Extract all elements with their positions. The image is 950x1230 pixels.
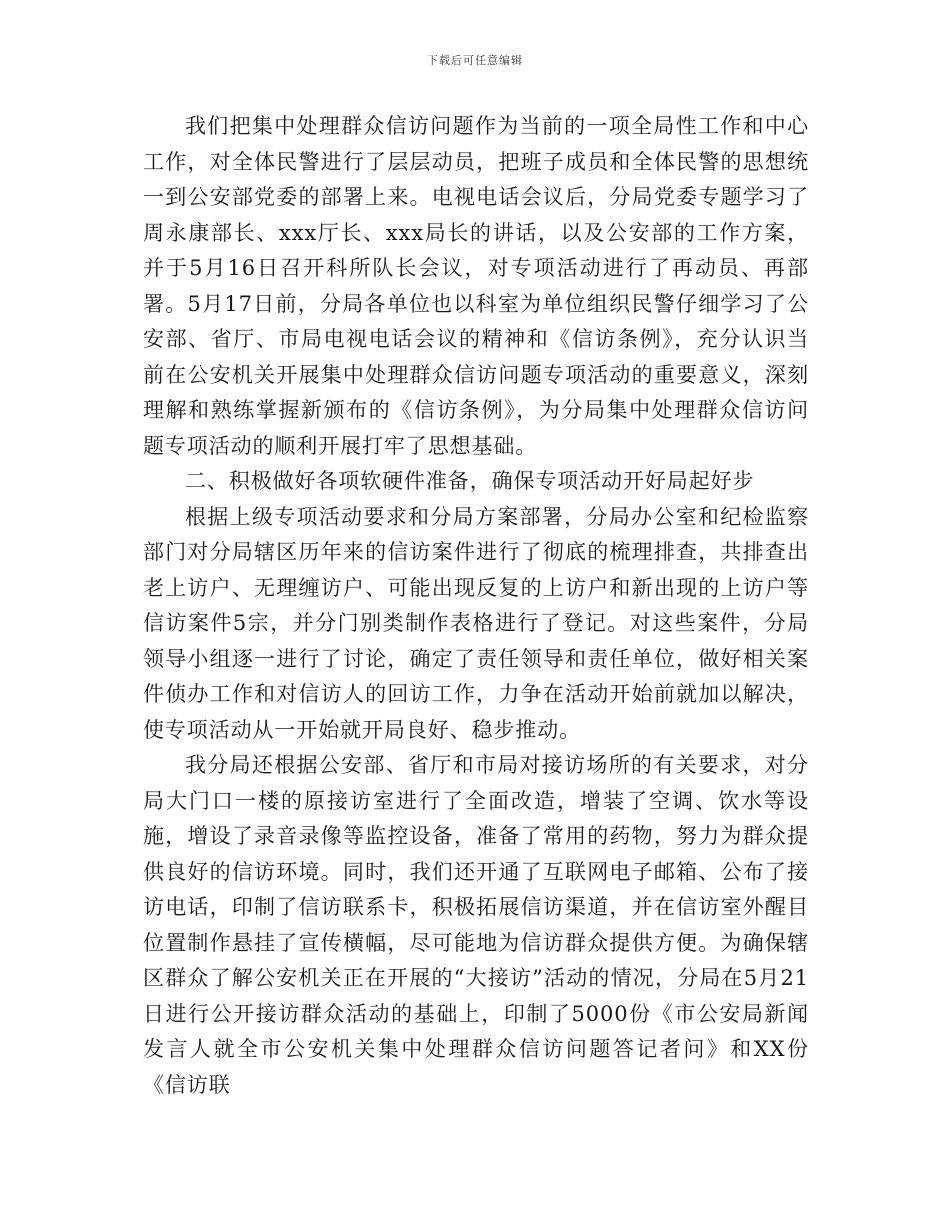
body-text <box>143 109 809 1103</box>
paragraph-reception-facilities: 我分局还根据公安部、省厅和市局对接访场所的有关要求，对分局大门口一楼的原接访室进行了全面改造，增装了空调、饮水等设施，增设了录音录像等监控设备，准备了常用的药物，努力为群众提供良好的信访环境。同时，我们还开通了互联网电子邮箱、公布了接访电话，印制了信访联系卡，积极拓展信访渠道，并在信访室外醒目位置制作悬挂了宣传横幅，尽可能地为信访群众提供方便。为确保辖区群众了解公安机关正在开展的“大接访”活动的情况，分局在5月21日进行公开接访群众活动的基础上，印制了5000份《市公安局新闻发言人就全市公安机关集中处理群众信访问题答记者问》和XX份《信访联 <box>143 753 809 1097</box>
paragraph-mobilization: 我们把集中处理群众信访问题作为当前的一项全局性工作和中心工作，对全体民警进行了层层动员，把班子成员和全体民警的思想统一到公安部党委的部署上来。电视电话会议后，分局党委专题学习了周永康部长、xxx厅长、xxx局长的讲话，以及公安部的工作方案，并于5月16日召开科所队长会议，对专项活动进行了再动员、再部署。5月17日前，分局各单位也以科室为单位组织民警仔细学习了公安部、省厅、市局电视电话会议的精神和《信访条例》，充分认识当前在公安机关开展集中处理群众信访问题专项活动的重要意义，深刻理解和熟练掌握新颁布的《信访条例》，为分局集中处理群众信访问题专项活动的顺利开展打牢了思想基础。 <box>143 114 809 458</box>
section-heading-preparation: 二、积极做好各项软硬件准备，确保专项活动开好局起好步 <box>185 469 755 493</box>
paragraph-case-review: 根据上级专项活动要求和分局方案部署，分局办公室和纪检监察部门对分局辖区历年来的信访案件进行了彻底的梳理排查，共排查出老上访户、无理缠访户、可能出现反复的上访户和新出现的上访户等信访案件5宗，并分门别类制作表格进行了登记。对这些案件，分局领导小组逐一进行了讨论，确定了责任领导和责任单位，做好相关案件侦办工作和对信访人的回访工作，力争在活动开始前就加以解决，使专项活动从一开始就开局良好、稳步推动。 <box>143 504 809 742</box>
header-note: 下载后可任意编辑 <box>427 54 523 67</box>
